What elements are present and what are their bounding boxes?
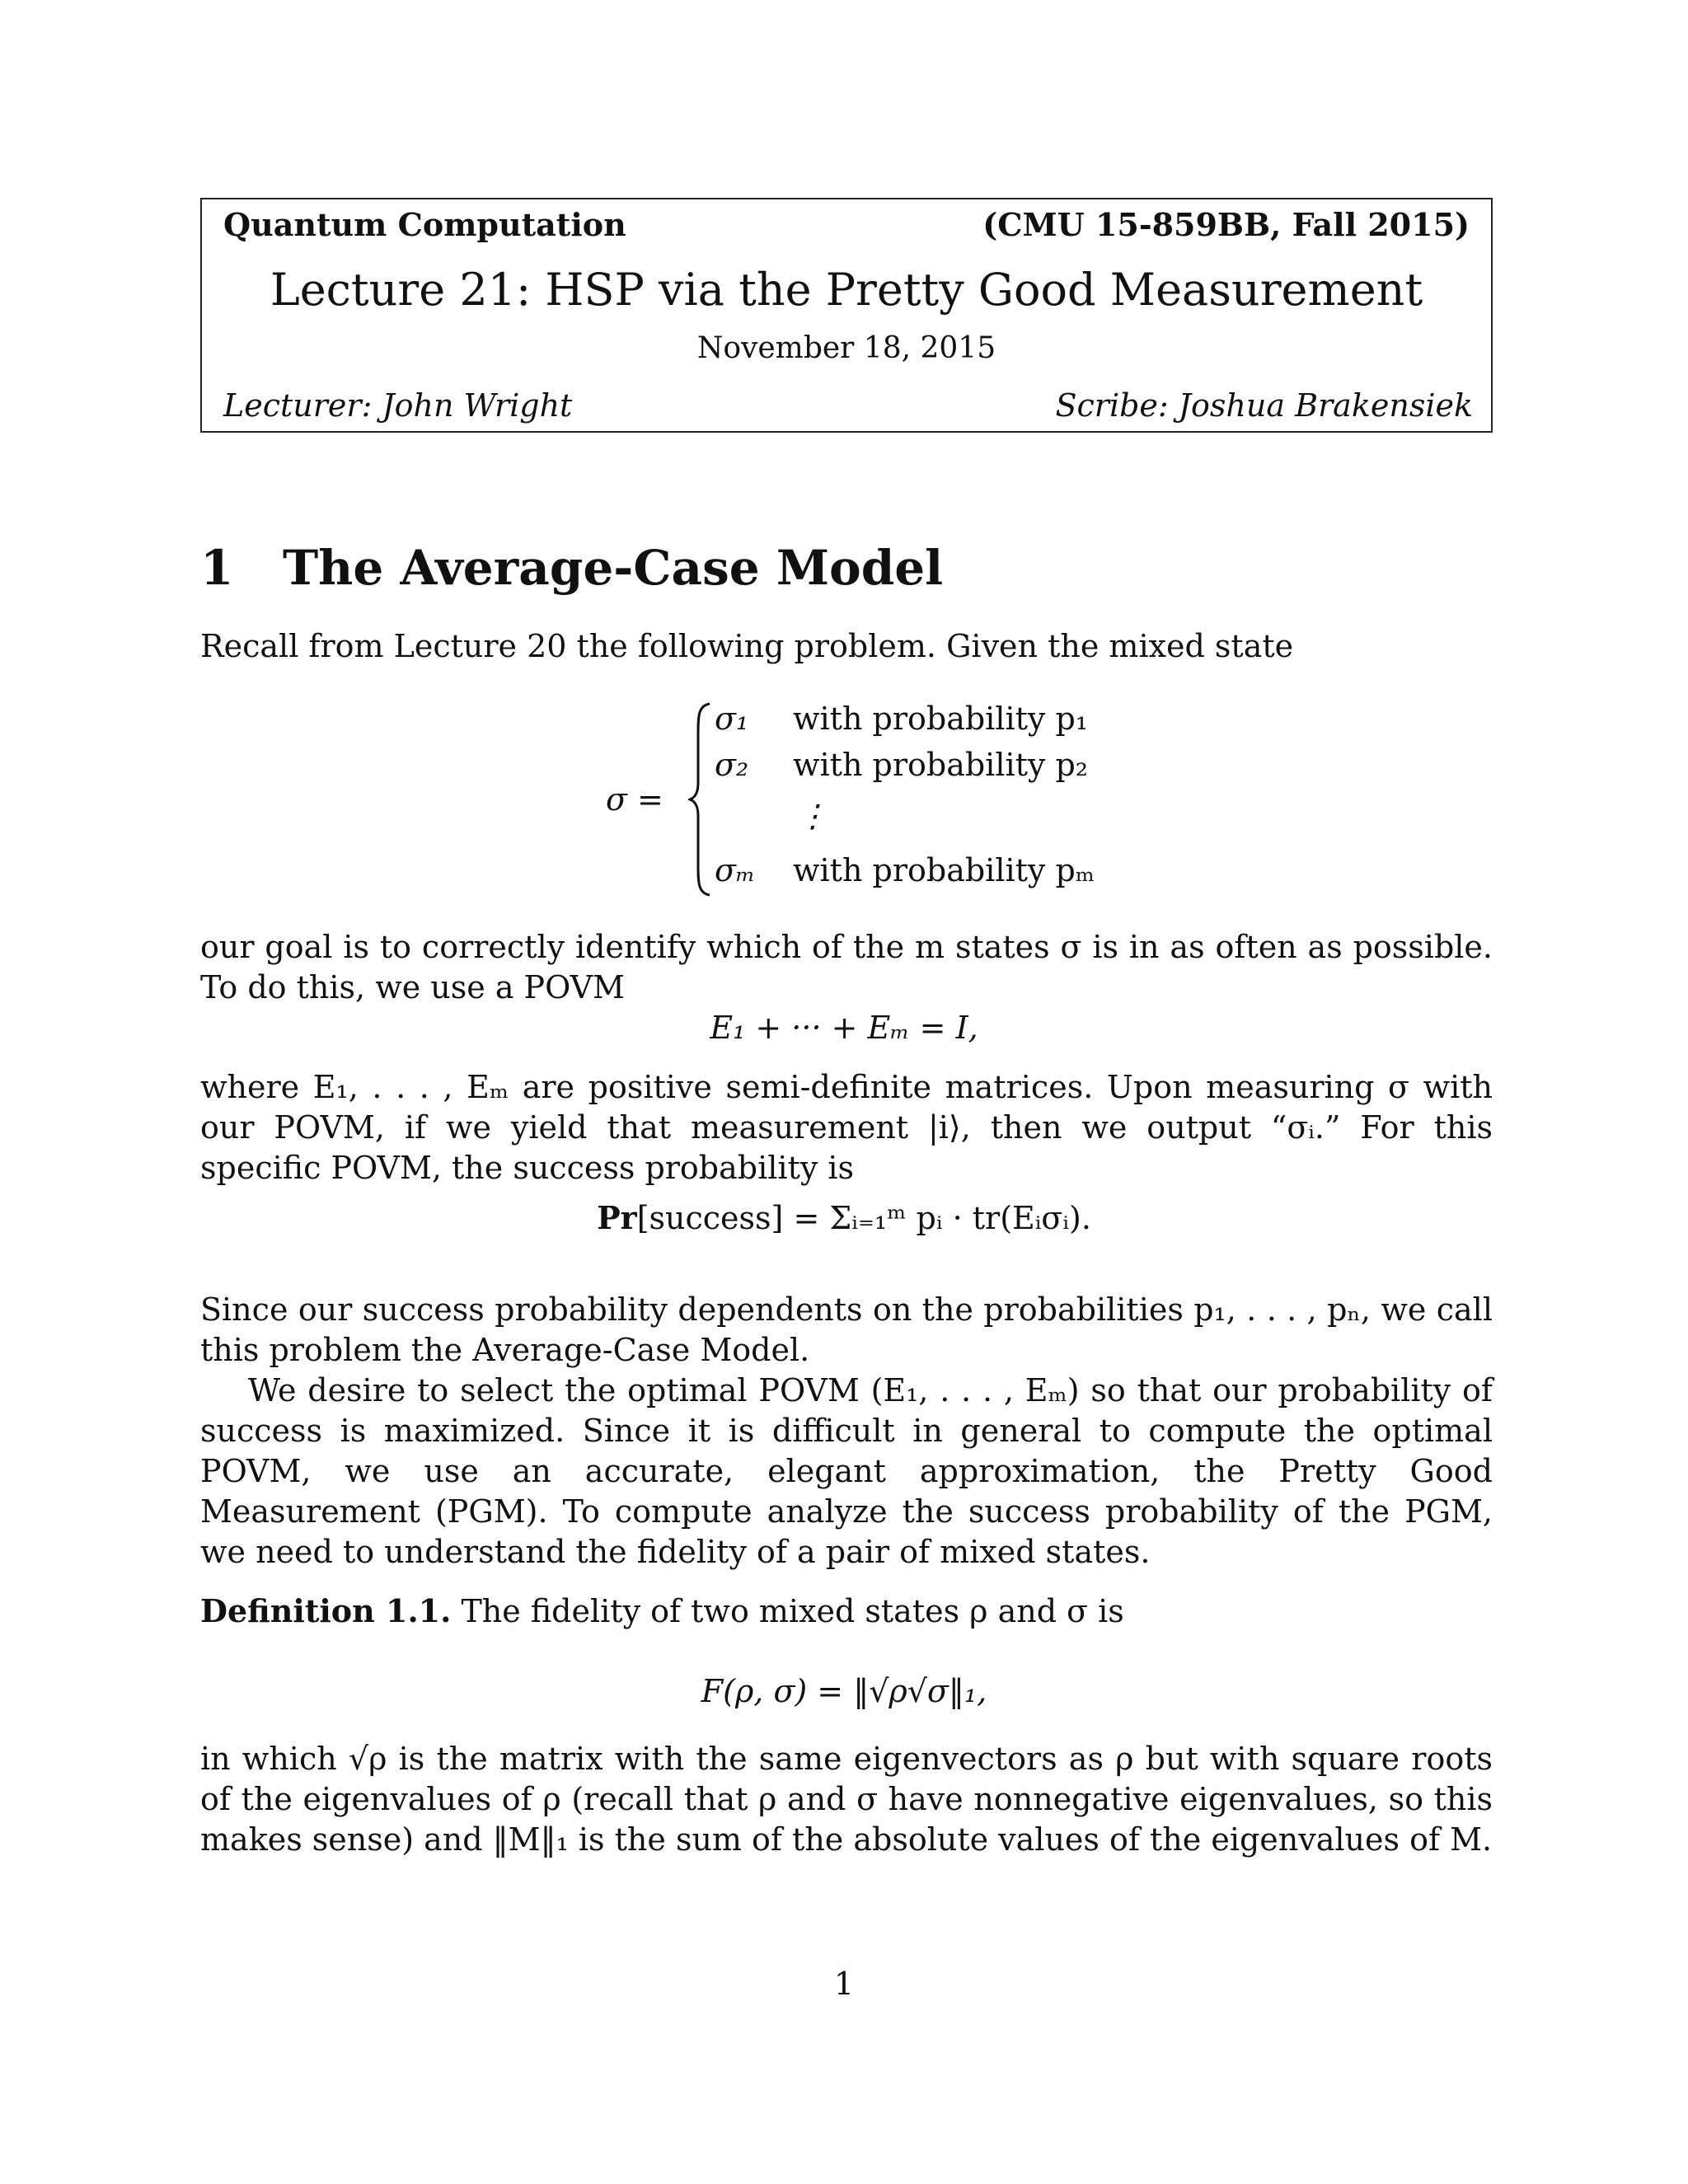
paragraph-average-case: Since our success probability dependents on the probabilities p₁, . . . , pₙ, we call this problem the Average-Case Model. <box>200 1291 1493 1368</box>
page-number: 1 <box>833 1966 855 2002</box>
equation-fidelity: F(ρ, σ) = ‖√ρ√σ‖₁, <box>701 1673 987 1709</box>
lecturer: Lecturer: John Wright <box>223 387 573 424</box>
case-row: ⋮ <box>797 798 828 834</box>
left-brace-icon <box>688 701 713 898</box>
scribe: Scribe: Joshua Brakensiek <box>1055 387 1473 424</box>
definition-text: The fidelity of two mixed states ρ and σ is <box>461 1593 1124 1629</box>
equation-povm: E₁ + ··· + Eₘ = I, <box>710 1010 978 1046</box>
definition-fidelity <box>200 1591 1493 1632</box>
lecture-title: Lecture 21: HSP via the Pretty Good Measurement <box>270 264 1423 316</box>
lecture-header-box <box>200 198 1493 433</box>
paragraph-goal: our goal is to correctly identify which of the m states σ is in as often as possible. To do this, we use a POVM <box>200 929 1493 1005</box>
case-row: σ₂ with probability p₂ <box>715 747 1089 783</box>
pr-operator: Pr <box>597 1199 637 1236</box>
section-title: The Average-Case Model <box>283 540 944 596</box>
section-number: 1 <box>200 540 234 596</box>
cases-lhs: σ = <box>606 781 663 818</box>
course-id: (CMU 15-859BB, Fall 2015) <box>982 206 1470 243</box>
equation-success-probability <box>0 1199 1688 1236</box>
lecture-date: November 18, 2015 <box>696 331 996 365</box>
case-row: σ₁ with probability p₁ <box>715 701 1089 737</box>
paragraph-intro: Recall from Lecture 20 the following problem. Given the mixed state <box>200 628 1294 664</box>
paragraph-measurement: where E₁, . . . , Eₘ are positive semi-definite matrices. Upon measuring σ with our POVM, if we yield that measurement |i⟩, then we output “σᵢ.” For this specific POVM, the success probability is <box>200 1069 1493 1186</box>
paragraph-fidelity-explanation: in which √ρ is the matrix with the same eigenvectors as ρ but with square roots of the eigenvalues of ρ (recall that ρ and σ have nonnegative eigenvalues, so this makes sense) and ‖M‖₁ is the sum of the absolute values of the eigenvalues of M. <box>200 1741 1493 1858</box>
case-row: σₘ with probability pₘ <box>715 852 1095 888</box>
success-sum: [success] = Σᵢ₌₁ᵐ pᵢ · tr(Eᵢσᵢ). <box>636 1200 1091 1236</box>
mixed-state-cases <box>606 701 1100 907</box>
definition-label: Definition 1.1. <box>200 1592 452 1629</box>
section-heading <box>200 540 943 596</box>
course-name: Quantum Computation <box>223 206 626 243</box>
paragraph-pgm: We desire to select the optimal POVM (E₁, . . . , Eₘ) so that our probability of success is maximized. Since it is difficult in general to compute the optimal POVM, we use an accurate, elegant approximation, the Pretty Good Measurement (PGM). To compute analyze the success probability of the PGM, we need to understand the fidelity of a pair of mixed states. <box>200 1372 1493 1570</box>
